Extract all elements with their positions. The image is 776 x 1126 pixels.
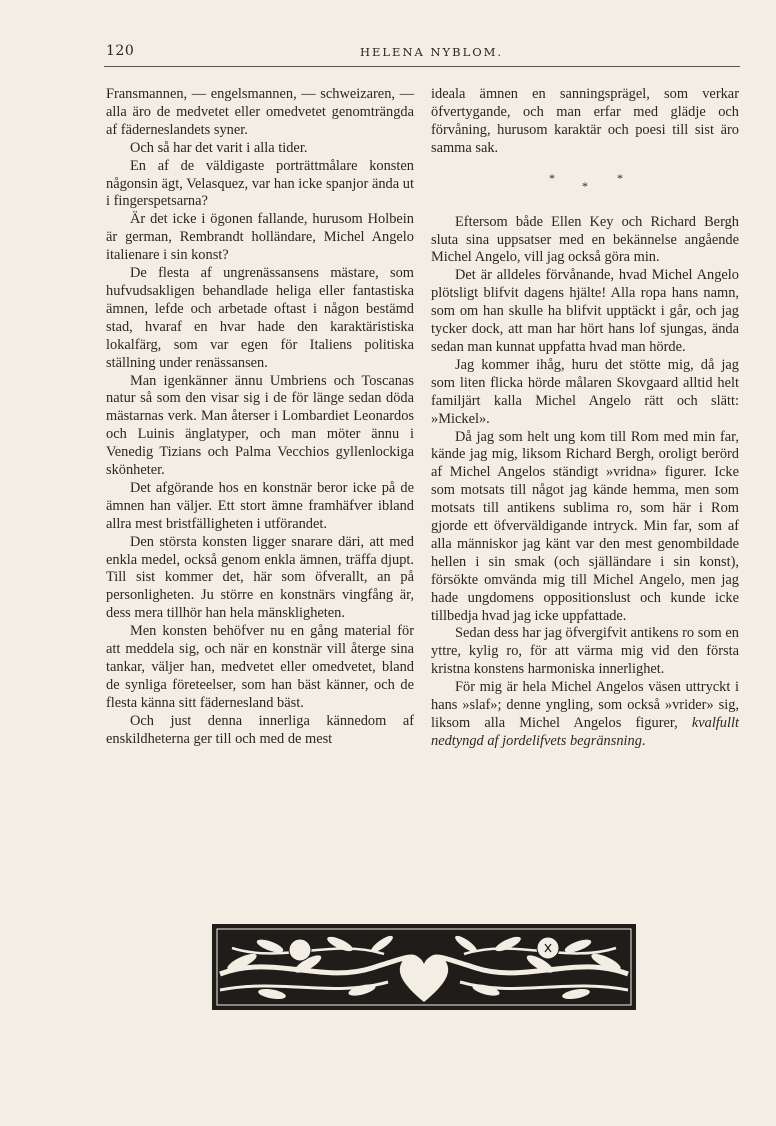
- paragraph: Är det icke i ögonen fallande, hurusom Holbein är german, Rembrandt holländare, Michel Angelo italienare i sin konst?: [106, 211, 414, 264]
- paragraph: Man igenkänner ännu Umbriens och Toscanas natur så som den visar sig i de för länge sedan döda mästarnas verk. Man återser i Lombardiet Leonardos och Luinis änglatyper, och man möter ännu i Venedig Tizians och Palma Vecchios gyllenlockiga skönheter.: [106, 372, 414, 479]
- final-paragraph-end: .: [641, 732, 646, 749]
- page-number: 120: [106, 43, 135, 59]
- paragraph: Den största konsten ligger snarare däri, att med enkla medel, också genom enkla ämnen, träffa djupt. Till sist kommer det, här som öfverallt, an på personligheten. Ju större en konstnärs vingfång är, dess mera tillhör han hela mänskligheten.: [106, 533, 414, 622]
- running-title: HELENA NYBLOM.: [360, 45, 504, 59]
- right-column: [431, 86, 739, 751]
- asterism-star: *: [549, 170, 555, 185]
- final-paragraph-italic: kvalfullt nedtyngd af jordelifvets begränsning: [431, 715, 739, 749]
- paragraph: Och just denna innerliga kännedom af enskildheterna ger till och med de mest: [106, 712, 414, 747]
- paragraph: Och så har det varit i alla tider.: [130, 139, 308, 156]
- final-paragraph-text: För mig är hela Michel Angelos väsen uttryckt i hans »slaf»; denne yngling, som också »vrider» sig, liksom alla Michel Angelos figurer,: [431, 679, 739, 731]
- paragraph: En af de väldigaste porträttmålare konsten någonsin ägt, Velasquez, var han icke spanjor ända ut i fingerspetsarna?: [106, 157, 414, 210]
- asterism-star: *: [617, 170, 623, 185]
- paragraph: Det afgörande hos en konstnär beror icke på de ämnen han väljer. Ett stort ämne framhäfver ibland allra mest bristfälligheten i utförandet.: [106, 479, 414, 532]
- paragraph: Fransmannen, — engelsmannen, — schweizaren, — alla äro de medvetet eller omedvetet genomträngda af fäderneslandets syner.: [106, 86, 414, 138]
- paragraph: De flesta af ungrenässansens mästare, som hufvudsakligen behandlade heliga eller fantastiska ämnen, lefde och arbetade oftast i någon bestämd stad, hvaraf en hvar hade den karaktäristiska lokalfärg, som var egen för Italiens politiska ställning under renässansen.: [106, 265, 414, 371]
- paragraph: Det är alldeles förvånande, hvad Michel Angelo plötsligt blifvit dagens hjälte! Alla ropa hans namn, som om han skulle ha blifvit upptäckt i går, och jag tycker dock, att man har hört hans lof sjungas, ända sedan man kunnat uppfatta hvad man hörde.: [431, 267, 739, 355]
- continuation-paragraph: ideala ämnen en sanningsprägel, som verkar öfvertygande, och man erfar med glädje och förvåning, hurusom karaktär och poesi till sist äro samma sak.: [431, 86, 739, 156]
- paragraph: Men konsten behöfver nu en gång material för att meddela sig, och när en konstnär vill återge sina tankar, väljer han, medvetet eller omedvetet, bland de synliga företeelser, som han bäst känner, och de flesta känna sitt fädernesland bäst.: [106, 623, 414, 711]
- left-column: [106, 86, 414, 749]
- paragraph: Då jag som helt ung kom till Rom med min far, kände jag mig, liksom Richard Bergh, oroligt berörd af Michel Angelos ständigt »vridna» figurer. Icke som motsats till något jag kände hemma, men som motsats till antikens sublima ro, som här i Rom gjorde ett öfverväldigande intryck. Min far, som af alla människor jag känt var den mest genombildade hellen i sin smak (och själländare i sin konst), försökte omvända mig till Michel Angelo, men jag hade ungdomens oppositionslust och kunde icke tillbedja hvad jag icke uppfattade.: [431, 428, 739, 624]
- paragraph: Eftersom både Ellen Key och Richard Bergh sluta sina uppsatser med en bekännelse angående Michel Angelo, vill jag också göra min.: [431, 213, 739, 266]
- paragraph: Sedan dess har jag öfvergifvit antikens ro som en yttre, kylig ro, för att värma mig vid den första kristna konstens harmoniska innerlighet.: [431, 625, 739, 678]
- final-paragraph: [431, 679, 739, 751]
- paragraph: Jag kommer ihåg, huru det stötte mig, då jag som liten flicka hörde målaren Skovgaard alltid helt familjärt kalla Michel Angelo rätt och slätt: »Mickel».: [431, 356, 739, 427]
- heart-vine-ornament-icon: [212, 924, 636, 1010]
- asterism-star: *: [582, 178, 588, 193]
- header-rule: [104, 66, 740, 67]
- asterism: [431, 158, 739, 214]
